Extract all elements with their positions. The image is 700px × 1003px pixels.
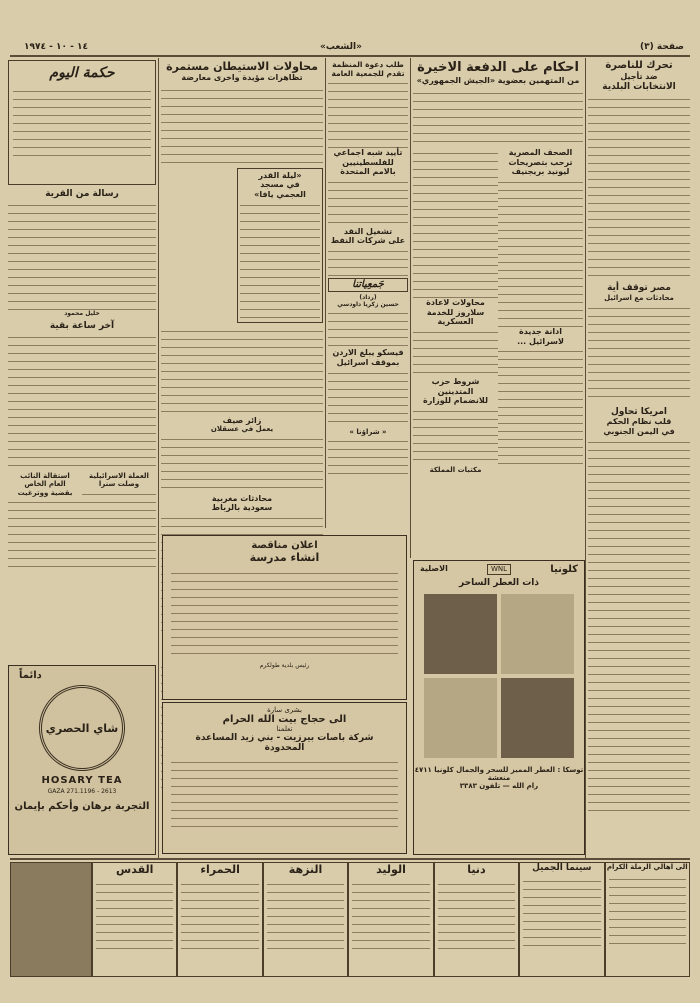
cologne-photos [424, 594, 574, 758]
headline-egypt: مصر توقف أية [607, 283, 671, 294]
column-3: طلب دعوة المنظمة تقدم للجمعية العامة تأييد شبه اجماعي للفلسطينيين بالامم المتحدة تشغيل النقد على شركات النفط جَمعِياتنا (رداد) حسين زكريا داودسي فيسكو يبلغ الاردن بموقف اسرائيل « شراؤنا » [328, 60, 408, 530]
societies-logo: جَمعِياتنا [328, 278, 408, 292]
wisdom-box [8, 60, 156, 185]
headline-settlement: محاولات الاستيطان مستمرة [166, 60, 318, 73]
column-right: تحرك للناصرة ضد تأجيل الانتخابات البلدية مصر توقف أية محادثات مع اسرائيل امريكا تحاول قلب نظام الحكم في اليمن الجنوبي [588, 60, 690, 855]
column-4: محاولات الاستيطان مستمرة تظاهرات مؤيدة واخرى معارضة «ليلة القدر في مسجد العجمي يافا» زائر صيف يعمل في عسقلان محادثات مغربية سعودية بالرباط [161, 60, 323, 860]
photo-bottle [424, 678, 497, 758]
hajj-ad: بشرى سارة الى حجاج بيت الله الحرام تعلمنا شركة باصات بيرزيت - بني زيد المساعدة المحدودة [162, 702, 407, 854]
photo-woman-face [424, 594, 497, 674]
photo-bottles [501, 678, 574, 758]
header-rule [10, 55, 690, 57]
mosque-frame: «ليلة القدر في مسجد العجمي يافا» [237, 168, 323, 323]
wisdom-title: حكمة اليوم [49, 65, 115, 81]
photo-woman [501, 594, 574, 674]
cinema-strip: القدس الحمراء النزهة الوليد دنيا سينما الجميل الى اهالي الرملة الكرام [10, 862, 690, 977]
tea-emblem: شاي الحصري [39, 685, 125, 771]
tender-ad: اعلان مناقصة انشاء مدرسة رئيس بلدية طولكرم [162, 535, 407, 700]
headline-nasra: تحرك للناصرة [605, 60, 673, 71]
column-2: احكام على الدفعة الاخيرة من المتهمين بعضوية «الجيش الجمهوري» الصحف المصرية ترحب بتصريحات ليونيد بريجنيف ادانة جديدة لاسرائيل ... محاولات لاعادة سلاروز للخدمة العسكرية شروط حزب المتدينين للانضمام للوزارة مكتبات المملكة [413, 60, 583, 560]
column-left: حكمة اليوم رسالة من القرية خليل محمود آخر ساعة بقية العملة الاسرائيلية وصلت سنرا استقالة النائب العام الخاص بقضية ووترغيت [8, 60, 156, 660]
cinema-ad-image [10, 862, 92, 977]
hosary-tea-ad: دائماً شاي الحصري HOSARY TEA GAZA 271.1196 - 2613 التجربة برهان وأحكم بإيمان [8, 665, 156, 855]
wnl-logo: WNL [487, 564, 511, 575]
cologne-ad: كلونيا WNL الاصلية ذات العطر الساحر توسكا : العطر المميز للسحر والجمال كلونيا ٤٧١١ منعشة رام الله — تلفون ٣٣٨٣ [413, 560, 585, 855]
headline-verdicts: احكام على الدفعة الاخيرة [417, 60, 579, 75]
issue-date: ١٤ - ١٠ - ١٩٧٤ [24, 42, 89, 52]
headline-america: امريكا تحاول [610, 406, 668, 417]
page-number: صفحة (٣) [640, 42, 684, 52]
newspaper-name: «الشعب» [320, 42, 362, 52]
